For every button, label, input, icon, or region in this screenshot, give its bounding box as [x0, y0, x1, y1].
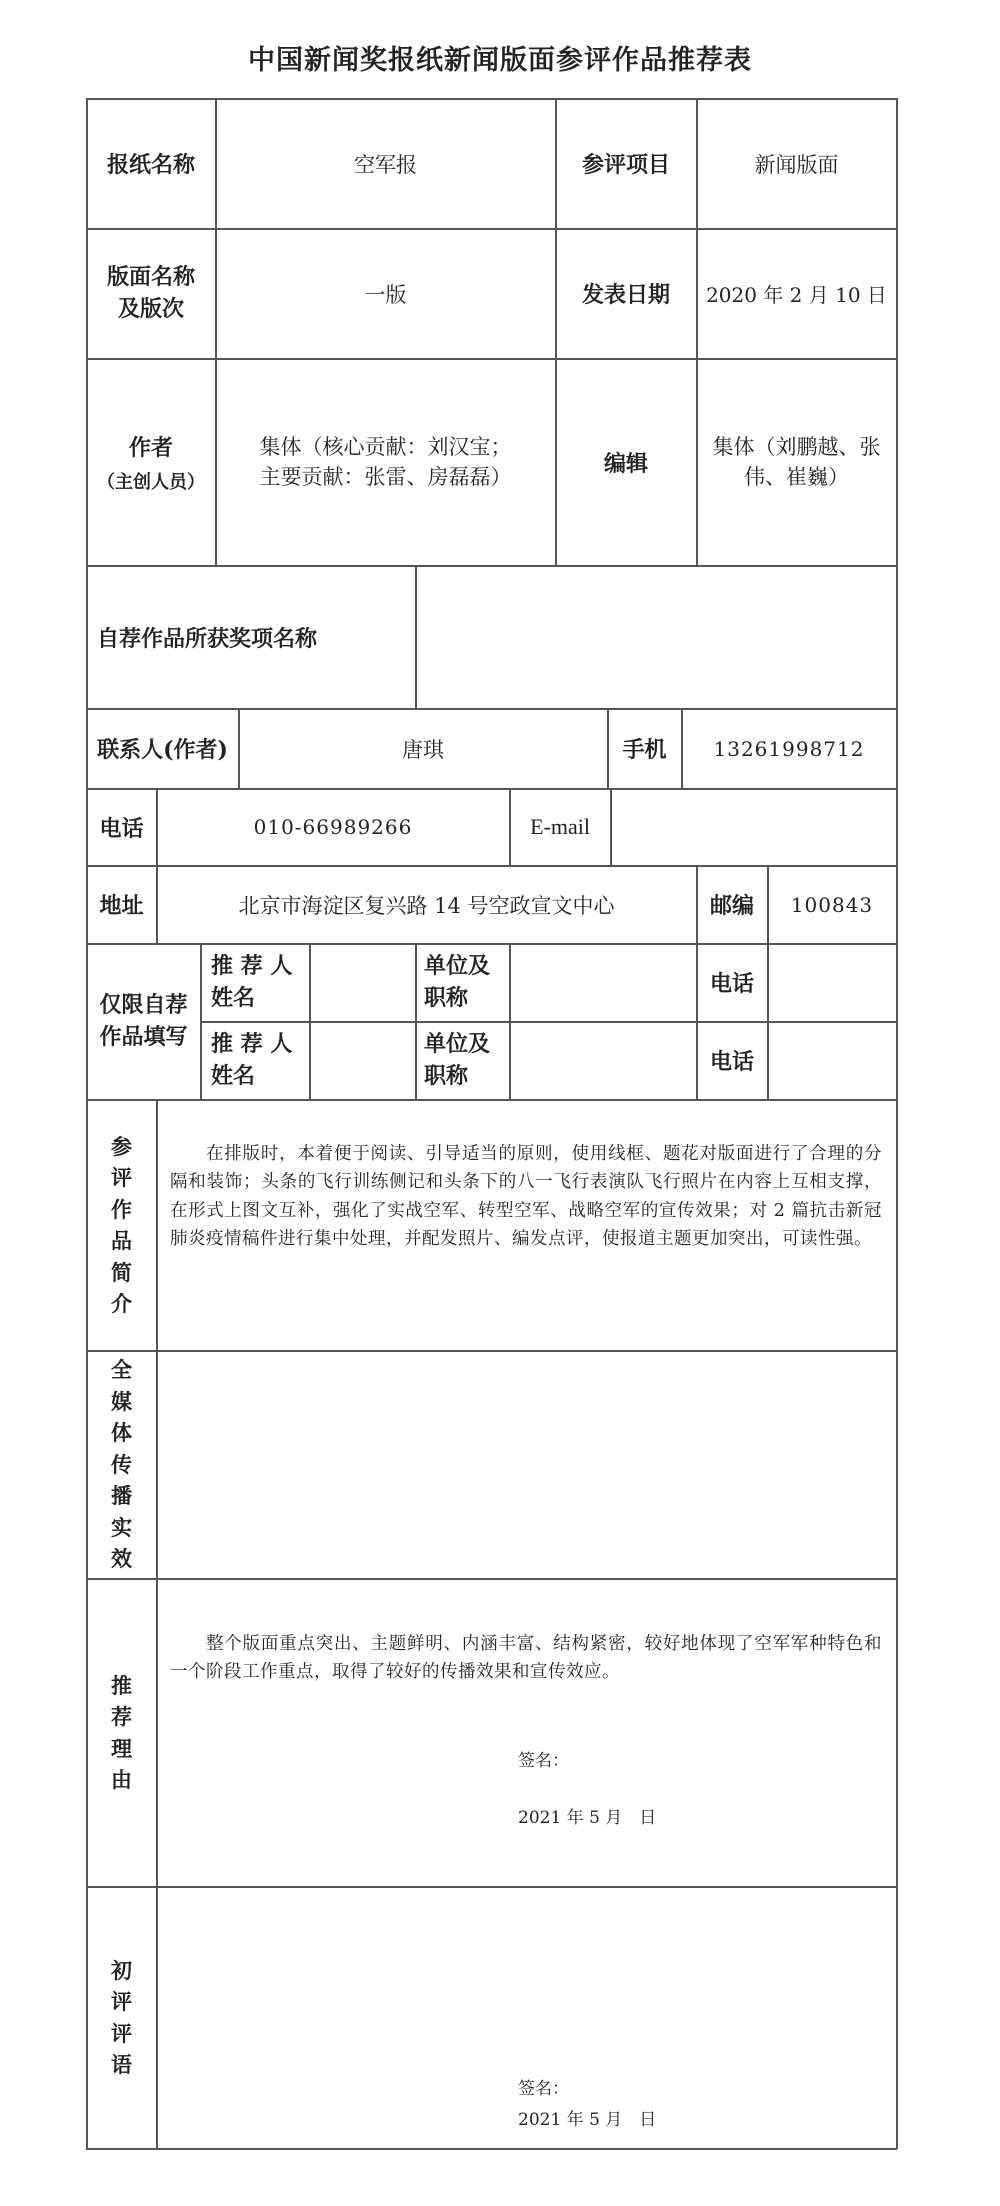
editor-value-line1: 集体（刘鹏越、张 [712, 434, 881, 459]
recommender-name-line2: 姓名 [211, 984, 256, 1011]
recommender-name-line1: 推 荐 人 [211, 1030, 293, 1057]
media-label-char: 效 [111, 1546, 132, 1572]
page-name-value: 一版 [364, 282, 407, 307]
author-value-line1: 集体（核心贡献：刘汉宝； [259, 434, 512, 459]
media-label-char: 媒 [111, 1388, 132, 1414]
reason-signature: 签名： [518, 1751, 569, 1771]
reason-text: 整个版面重点突出、主题鲜明、内涵丰富、结构紧密，较好地体现了空军军种特色和一个阶段工作重点，取得了较好的传播效果和宣传效应。 [170, 1634, 882, 1683]
media-label-char: 播 [111, 1483, 132, 1509]
recommender-name-line1: 推 荐 人 [211, 952, 293, 979]
review-label-char: 评 [111, 2020, 132, 2046]
rec-phone-label-2: 电话 [709, 1049, 754, 1075]
unit-title-label-2 [416, 1022, 509, 1099]
editor-label: 编辑 [603, 450, 648, 477]
newspaper-label: 报纸名称 [106, 152, 195, 178]
postcode-label: 邮编 [709, 893, 754, 919]
self-only-label [87, 944, 200, 1099]
date-value: 2020 年 2 月 10 日 [706, 283, 887, 307]
phone-label: 电话 [99, 815, 144, 842]
media-label-char: 体 [111, 1420, 132, 1446]
page-name-label-line1: 版面名称 [106, 263, 195, 290]
page-name-label-line2: 及版次 [117, 295, 184, 322]
intro-label-char: 简 [111, 1259, 132, 1285]
category-label: 参评项目 [581, 152, 670, 178]
unit-title-line2: 职称 [424, 1062, 469, 1089]
form-title: 中国新闻奖报纸新闻版面参评作品推荐表 [248, 45, 752, 76]
media-label-char: 实 [111, 1514, 132, 1540]
reason-label [87, 1579, 156, 1886]
author-value-line2: 主要贡献：张雷、房磊磊） [259, 465, 512, 489]
contact-value: 唐琪 [402, 737, 444, 762]
review-date: 2021 年 5 月 日 [518, 2110, 657, 2130]
email-value [611, 789, 896, 865]
author-value [216, 359, 555, 565]
unit-title-line1: 单位及 [424, 952, 491, 979]
media-effect-label [87, 1351, 156, 1578]
reason-label-char: 荐 [111, 1704, 132, 1729]
newspaper-value: 空军报 [354, 152, 417, 177]
self-only-line1: 仅限自荐 [99, 991, 188, 1018]
page-name-label [87, 229, 215, 358]
email-label: E-mail [530, 814, 590, 839]
intro-text: 在排版时，本着便于阅读、引导适当的原则，使用线框、题花对版面进行了合理的分隔和装饰；头条的飞行训练侧记和头条下的八一飞行表演队飞行照片在内容上互相支撑，在形式上图文互补，强化了实战空军、转型空军、战略空军的宣传效果；对 2 篇抗击新冠肺炎疫情稿件进行集中处理，并配发照片、编发点评，使报道主题更加突出，可读性强。 [170, 1144, 882, 1250]
address-label: 地址 [99, 893, 144, 919]
rec-phone-label-1: 电话 [709, 971, 754, 997]
unit-title-line1: 单位及 [424, 1030, 491, 1057]
media-label-char: 全 [111, 1357, 132, 1383]
postcode-value: 100843 [790, 892, 874, 917]
reason-label-char: 理 [111, 1735, 132, 1761]
review-label-char: 初 [111, 1957, 132, 1983]
self-only-line2: 作品填写 [99, 1023, 188, 1050]
initial-review-label [87, 1887, 156, 2148]
intro-label-char: 评 [111, 1165, 132, 1190]
intro-label-char: 作 [111, 1196, 132, 1222]
unit-title-label-1 [416, 944, 509, 1021]
review-label-char: 评 [111, 1989, 132, 2014]
editor-value-line2: 伟、崔巍） [744, 465, 849, 489]
address-value: 北京市海淀区复兴路 14 号空政宣文中心 [238, 893, 615, 918]
author-label [87, 359, 215, 565]
media-label-char: 传 [111, 1451, 132, 1477]
intro-label-char: 介 [111, 1291, 132, 1316]
author-label-main: 作者 [128, 434, 173, 461]
intro-label-char: 品 [111, 1228, 132, 1253]
phone-value: 010-66989266 [253, 815, 413, 839]
reason-label-char: 由 [111, 1767, 132, 1792]
reason-label-char: 推 [111, 1672, 132, 1698]
author-label-sub: （主创人员） [97, 471, 205, 493]
unit-title-line2: 职称 [424, 984, 469, 1011]
intro-label-char: 参 [111, 1133, 132, 1159]
mobile-label: 手机 [622, 737, 667, 763]
category-value: 新闻版面 [754, 152, 839, 177]
editor-value [697, 359, 896, 565]
review-label-char: 语 [111, 2052, 132, 2077]
recommender-name-line2: 姓名 [211, 1062, 256, 1089]
award-value [416, 566, 896, 708]
mobile-value: 13261998712 [713, 736, 865, 761]
contact-label: 联系人(作者) [97, 737, 228, 763]
recommender-name-label-2 [201, 1022, 309, 1099]
reason-date: 2021 年 5 月 日 [518, 1808, 657, 1828]
date-label: 发表日期 [581, 282, 670, 308]
review-signature: 签名： [518, 2079, 569, 2099]
award-label: 自荐作品所获奖项名称 [97, 625, 318, 652]
recommender-name-label-1 [201, 944, 309, 1021]
intro-label [87, 1100, 156, 1350]
